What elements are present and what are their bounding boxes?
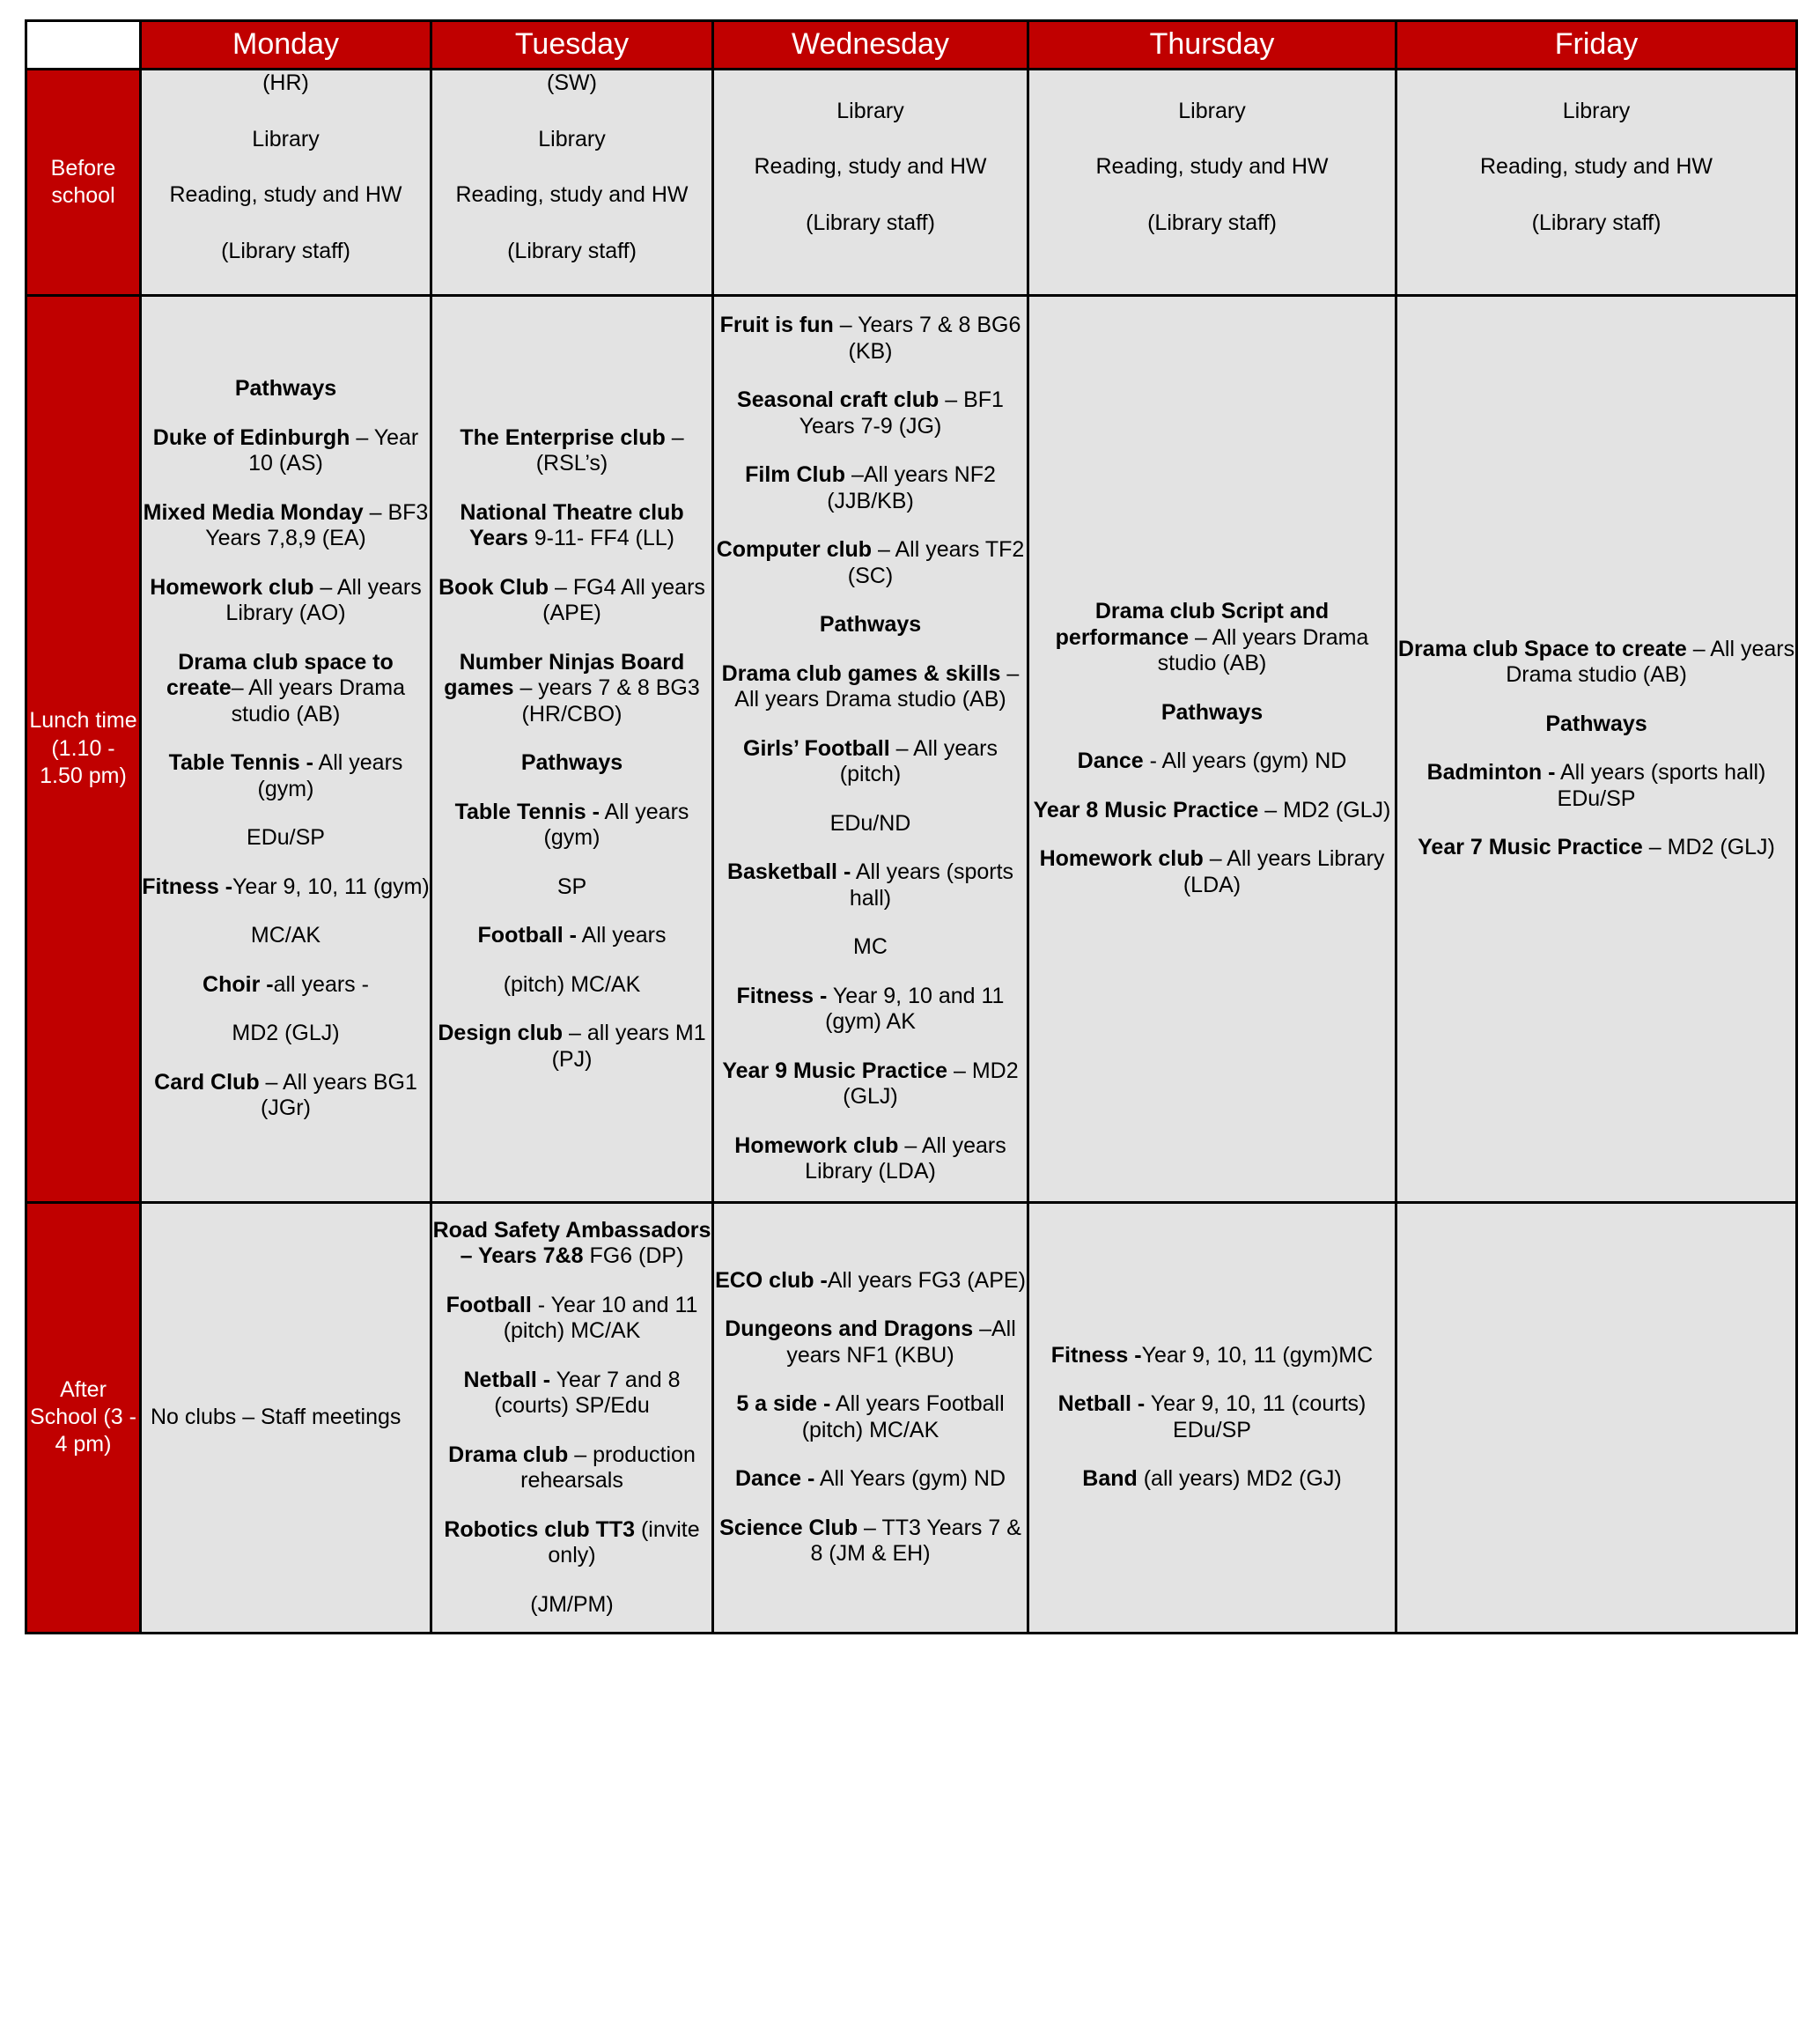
activity-entry	[1029, 599, 1395, 677]
activity-entry	[432, 972, 711, 999]
activity-detail: (Library staff)	[507, 238, 637, 263]
activity-entry	[714, 736, 1027, 788]
activity-title: Homework club	[150, 574, 314, 600]
activity-title: Dungeons and Dragons	[725, 1317, 974, 1342]
activity-detail: All Years (gym) ND	[814, 1466, 1006, 1492]
activity-detail: – BF1 Years 7-9 (JG)	[799, 387, 1004, 439]
activity-detail: Year 9, 10, 11 (gym)	[232, 874, 430, 899]
activity-entry	[142, 972, 430, 999]
activity-entry	[1397, 154, 1795, 181]
activity-title: Pathways	[819, 612, 922, 637]
activity-entry	[714, 387, 1027, 439]
activity-detail: – Years 7 & 8 BG6 (KB)	[833, 313, 1021, 364]
activity-entry	[714, 154, 1027, 181]
activity-entry	[714, 313, 1027, 365]
activity-entry	[432, 1218, 711, 1270]
cell-after-school-thursday	[1028, 1202, 1396, 1634]
activity-entry	[714, 661, 1027, 713]
activity-entry	[1029, 700, 1395, 727]
activity-entry	[714, 934, 1027, 961]
cell-before-school-tuesday	[431, 70, 713, 296]
activity-detail: Reading, study and HW	[754, 154, 987, 180]
activity-detail: – production rehearsals	[520, 1442, 696, 1493]
activity-entry	[432, 425, 711, 477]
activity-detail: – MD2 (GLJ)	[1258, 797, 1391, 822]
activity-entry	[714, 984, 1027, 1036]
activity-title: Football	[446, 1292, 532, 1317]
activity-title: ECO club -	[715, 1267, 828, 1293]
activity-title: Drama club Script and performance	[1055, 599, 1330, 650]
activity-title: Dance -	[734, 1466, 815, 1492]
activity-title: Drama club Space to create	[1397, 636, 1687, 661]
activity-title: Drama club space to create	[166, 649, 394, 700]
activity-entry	[1397, 637, 1795, 689]
activity-detail: – All years BG1 (JGr)	[259, 1069, 417, 1120]
activity-entry	[1029, 154, 1395, 181]
activity-entry	[1029, 1391, 1395, 1443]
activity-title: Road Safety Ambassadors – Years 7&8	[432, 1217, 711, 1268]
activity-entry	[1029, 1343, 1395, 1369]
activity-title: National Theatre club Years	[460, 499, 684, 550]
row-lunch-time	[26, 296, 1797, 1203]
activity-detail: all years -	[273, 971, 369, 997]
activity-detail: MD2 (GLJ)	[232, 1021, 340, 1045]
activity-detail: –All years NF2 (JJB/KB)	[827, 462, 996, 513]
activity-entry	[432, 182, 711, 209]
corner-cell	[26, 21, 141, 70]
cell-before-school-friday	[1396, 70, 1797, 296]
activity-detail: Year 9, 10, 11 (gym)MC	[1141, 1342, 1374, 1368]
activity-detail: Library	[252, 126, 320, 151]
activity-title: Number Ninjas Board games	[444, 649, 685, 700]
row-before-school	[26, 70, 1797, 296]
activity-detail: Reading, study and HW	[1479, 154, 1713, 180]
activity-title: Year 9 Music Practice	[722, 1058, 948, 1083]
activity-detail: – All years Drama studio (AB)	[1157, 624, 1369, 676]
activity-entry	[1029, 99, 1395, 125]
activity-entry	[142, 70, 430, 97]
activity-entry	[1397, 760, 1795, 812]
activity-title: Netball -	[1057, 1391, 1146, 1417]
activity-entry	[432, 70, 711, 97]
activity-entry	[432, 239, 711, 265]
activity-entry	[142, 750, 430, 802]
activity-title: Girls’ Football	[743, 735, 890, 761]
cell-lunch-tuesday	[431, 296, 713, 1203]
cell-after-school-tuesday	[431, 1202, 713, 1634]
activity-title: Basketball -	[726, 859, 851, 884]
activity-title: Card Club	[154, 1069, 260, 1095]
activity-detail: –All years NF1 (KBU)	[786, 1317, 1016, 1368]
activity-detail: Reading, study and HW	[169, 182, 402, 207]
activity-detail: Reading, study and HW	[455, 182, 689, 207]
activity-detail: All years (gym)	[543, 799, 689, 850]
column-header-tuesday: Tuesday	[431, 21, 713, 70]
activity-entry	[1397, 712, 1795, 738]
cell-before-school-wednesday	[713, 70, 1028, 296]
activity-detail: Year 9, 10 and 11 (gym) AK	[825, 983, 1005, 1034]
activity-detail: – TT3 Years 7 & 8 (JM & EH)	[810, 1515, 1021, 1567]
activity-entry	[142, 376, 430, 402]
activity-detail: All years	[577, 923, 667, 948]
activity-entry	[432, 500, 711, 552]
row-label-lunch-time: Lunch time (1.10 - 1.50 pm)	[26, 296, 141, 1203]
activity-entry	[714, 1391, 1027, 1443]
activity-title: Film Club	[745, 462, 845, 487]
activity-detail: – All years Drama studio (AB)	[231, 675, 405, 727]
activity-detail: MC/AK	[250, 923, 321, 948]
activity-entry	[1029, 798, 1395, 824]
activity-detail: Year 7 and 8 (courts) SP/Edu	[494, 1367, 681, 1418]
activity-detail: (invite only)	[548, 1516, 700, 1567]
cell-lunch-wednesday	[713, 296, 1028, 1203]
cell-before-school-monday	[141, 70, 431, 296]
column-header-thursday: Thursday	[1028, 21, 1396, 70]
activity-entry	[432, 650, 711, 728]
activity-title: Year 7 Music Practice	[1418, 835, 1643, 860]
activity-title: Netball -	[463, 1367, 551, 1392]
row-after-school	[26, 1202, 1797, 1634]
activity-entry	[714, 1133, 1027, 1185]
activity-title: 5 a side -	[736, 1391, 831, 1417]
activity-entry	[714, 859, 1027, 911]
activity-entry	[432, 874, 711, 901]
activity-entry	[1029, 846, 1395, 898]
activity-entry	[714, 1268, 1027, 1294]
activity-detail: (Library staff)	[806, 210, 935, 235]
activity-detail: – BF3 Years 7,8,9 (EA)	[205, 499, 429, 550]
activity-title: Pathways	[234, 376, 337, 401]
activity-detail: (HR)	[262, 70, 309, 95]
activity-entry	[432, 1442, 711, 1494]
activity-detail: (Library staff)	[221, 238, 350, 263]
activity-detail: MC	[853, 934, 888, 959]
activity-detail: All years (gym)	[257, 750, 403, 801]
activity-entry	[714, 99, 1027, 125]
activity-detail: – All years Library (LDA)	[1183, 846, 1385, 897]
activity-entry	[714, 462, 1027, 514]
activity-title: Seasonal craft club	[737, 387, 939, 412]
activity-detail: All years FG3 (APE)	[827, 1267, 1026, 1293]
activity-entry	[432, 1293, 711, 1345]
activity-entry	[432, 1368, 711, 1420]
activity-entry	[1029, 749, 1395, 775]
activity-detail: – years 7 & 8 BG3 (HR/CBO)	[513, 675, 700, 727]
activity-detail: All years (sports hall)	[849, 859, 1014, 911]
activity-title: Fruit is fun	[719, 313, 834, 337]
activity-entry	[432, 923, 711, 949]
activity-title: Badminton -	[1426, 760, 1556, 786]
activity-title: Pathways	[520, 750, 623, 775]
activity-detail: – Year 10 (AS)	[248, 424, 419, 476]
activity-title: Science Club	[719, 1515, 858, 1540]
activity-title: Homework club	[734, 1132, 899, 1158]
activity-detail: (Library staff)	[1531, 210, 1662, 235]
activity-detail: (SW)	[547, 70, 597, 95]
table-header	[26, 21, 1797, 70]
activity-title: Pathways	[1545, 711, 1647, 736]
activity-entry	[142, 575, 430, 627]
activity-title: Robotics club TT3	[444, 1516, 636, 1542]
activity-entry	[142, 425, 430, 477]
cell-after-school-friday	[1396, 1202, 1797, 1634]
activity-entry	[1029, 210, 1395, 237]
activity-title: Homework club	[1039, 846, 1204, 872]
activity-title: Computer club	[716, 537, 873, 562]
column-header-monday: Monday	[141, 21, 431, 70]
activity-entry	[714, 811, 1027, 837]
activity-entry	[142, 182, 430, 209]
activity-entry	[714, 1317, 1027, 1368]
activity-detail: – all years M1 (PJ)	[551, 1021, 706, 1072]
activity-entry	[1397, 99, 1795, 125]
activity-entry	[142, 239, 430, 265]
activity-entry	[142, 1070, 430, 1122]
activity-title: Fitness -	[736, 983, 828, 1008]
activity-entry	[714, 1516, 1027, 1567]
activity-title: Mixed Media Monday	[143, 499, 364, 525]
activity-entry	[432, 1021, 711, 1073]
activity-title: Book Club	[438, 574, 549, 600]
activity-detail: - All years (gym) ND	[1143, 749, 1347, 774]
activity-entry	[714, 537, 1027, 589]
activity-detail: – MD2 (GLJ)	[843, 1058, 1019, 1109]
activity-detail: Library	[538, 126, 606, 151]
activity-entry	[432, 1592, 711, 1619]
activity-detail: – All years Drama studio (AB)	[734, 660, 1020, 712]
activity-detail: All years Football (pitch) MC/AK	[801, 1391, 1005, 1442]
activity-entry	[142, 825, 430, 852]
cell-lunch-monday	[141, 296, 431, 1203]
activity-detail: All years (sports hall) EDu/SP	[1555, 760, 1766, 811]
activity-title: Year 8 Music Practice	[1033, 797, 1259, 822]
activity-entry	[151, 1405, 430, 1431]
activity-title: Table Tennis -	[454, 799, 600, 824]
activity-entry	[432, 1517, 711, 1569]
activity-detail: (Library staff)	[1147, 210, 1277, 235]
activity-entry	[142, 650, 430, 728]
activity-detail: EDu/ND	[829, 810, 911, 836]
activity-entry	[142, 923, 430, 949]
activity-entry	[432, 575, 711, 627]
activity-title: Drama club games & skills	[721, 660, 1001, 686]
activity-entry	[142, 127, 430, 153]
activity-entry	[142, 500, 430, 552]
activity-title: Fitness -	[1050, 1342, 1142, 1368]
activity-entry	[714, 210, 1027, 237]
activity-title: Dance	[1077, 749, 1144, 774]
activity-detail: Library	[836, 98, 904, 123]
activity-detail: (pitch) MC/AK	[503, 971, 641, 997]
activity-detail: – All years Library (AO)	[225, 574, 422, 625]
activity-detail: No clubs – Staff meetings	[151, 1405, 402, 1429]
activity-entry	[1029, 1466, 1395, 1493]
activity-entry	[1397, 210, 1795, 237]
activity-title: Fitness -	[142, 874, 233, 899]
activity-entry	[142, 874, 430, 901]
activity-title: Drama club	[448, 1442, 569, 1467]
activity-detail: - Year 10 and 11 (pitch) MC/AK	[503, 1292, 698, 1343]
activity-title: Design club	[438, 1021, 564, 1045]
activity-title: The Enterprise club	[460, 424, 666, 450]
activity-title: Table Tennis -	[168, 750, 313, 775]
activity-detail: Library	[1178, 98, 1246, 123]
activity-entry	[432, 750, 711, 777]
activity-detail: FG6 (DP)	[583, 1243, 684, 1268]
activity-detail: Year 9, 10, 11 (courts) EDu/SP	[1145, 1391, 1367, 1442]
activity-detail: SP	[556, 874, 587, 899]
activity-title: Choir -	[203, 971, 274, 997]
activity-entry	[714, 1058, 1027, 1110]
activity-entry	[432, 800, 711, 852]
activity-title: Duke of Edinburgh	[152, 424, 350, 450]
activity-detail: – All years (pitch)	[839, 735, 998, 786]
activity-entry	[714, 612, 1027, 638]
activity-detail: – All years TF2 (SC)	[847, 537, 1025, 588]
activity-detail: – MD2 (GLJ)	[1642, 835, 1775, 860]
activity-detail: – All years Library (LDA)	[805, 1132, 1006, 1184]
column-header-friday: Friday	[1396, 21, 1797, 70]
header-row	[26, 21, 1797, 70]
activity-detail: Reading, study and HW	[1095, 154, 1329, 180]
activity-entry	[142, 1021, 430, 1047]
activity-detail: – (RSL’s)	[535, 424, 684, 476]
row-label-before-school: Before school	[26, 70, 141, 296]
activity-entry	[432, 127, 711, 153]
column-header-wednesday: Wednesday	[713, 21, 1028, 70]
activity-detail: – All years Drama studio (AB)	[1506, 636, 1795, 688]
cell-lunch-thursday	[1028, 296, 1396, 1203]
activity-detail: 9-11- FF4 (LL)	[527, 526, 674, 550]
row-label-after-school: After School (3 - 4 pm)	[26, 1202, 141, 1634]
activity-title: Pathways	[1161, 699, 1264, 725]
activity-title: Football -	[477, 923, 578, 948]
cell-lunch-friday	[1396, 296, 1797, 1203]
activity-detail: (JM/PM)	[530, 1591, 614, 1617]
cell-after-school-wednesday	[713, 1202, 1028, 1634]
activity-detail: Library	[1562, 98, 1631, 123]
cell-after-school-monday	[141, 1202, 431, 1634]
activity-entry	[1397, 835, 1795, 861]
activity-title: Band	[1082, 1466, 1138, 1492]
activity-detail: – FG4 All years (APE)	[542, 574, 705, 625]
activity-entry	[714, 1466, 1027, 1493]
extracurricular-timetable	[25, 19, 1798, 1634]
cell-before-school-thursday	[1028, 70, 1396, 296]
activity-detail: EDu/SP	[247, 825, 325, 850]
table-body	[26, 70, 1797, 1634]
activity-detail: (all years) MD2 (GJ)	[1137, 1466, 1342, 1492]
